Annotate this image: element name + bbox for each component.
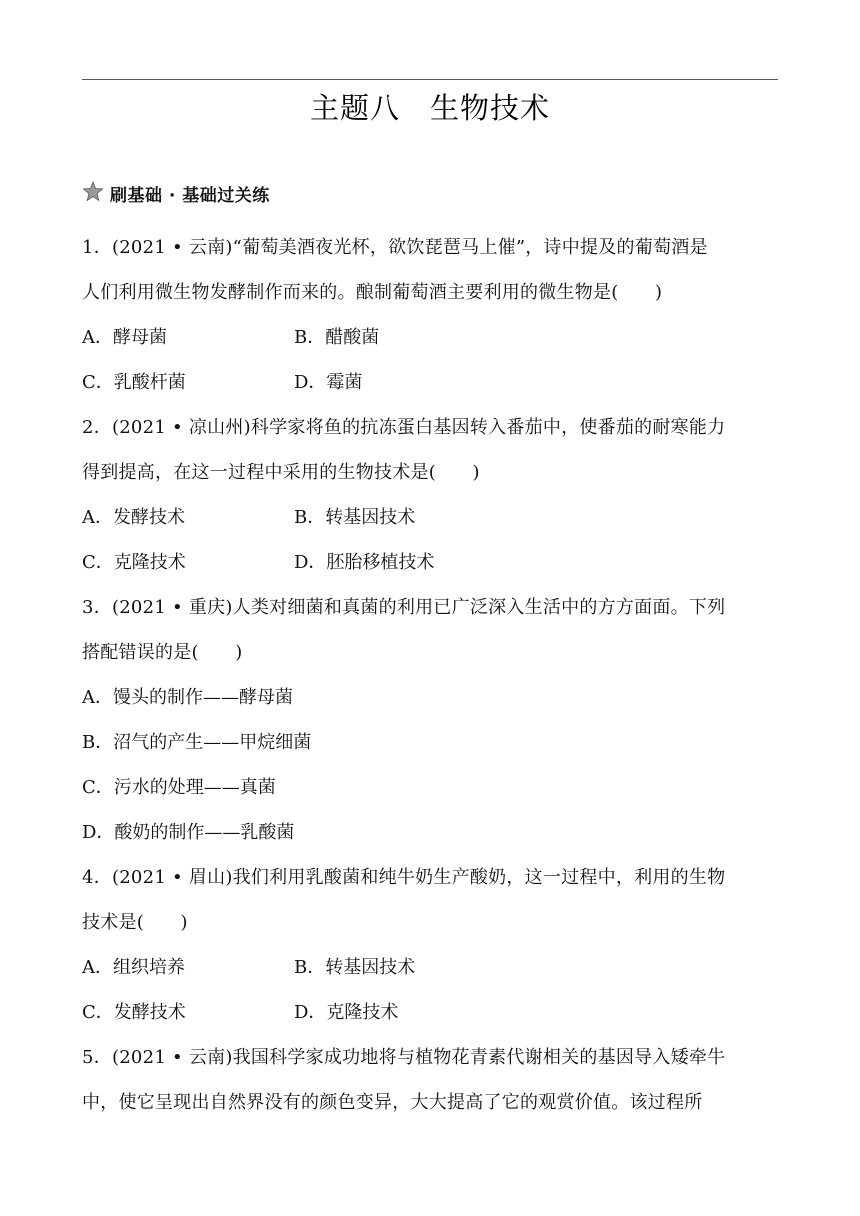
star-icon	[82, 178, 104, 208]
answer-option[interactable]: C．克隆技术	[82, 552, 186, 573]
option-row	[82, 540, 782, 585]
question-stem-line: 1．(2021 • 云南)“葡萄美酒夜光杯，欲饮琵琶马上催”，诗中提及的葡萄酒是	[82, 237, 708, 258]
section-title: 刷基础 · 基础过关练	[110, 185, 270, 206]
question-3	[82, 585, 782, 855]
header-rule	[82, 79, 778, 80]
option-row	[82, 720, 782, 765]
answer-option[interactable]: B．转基因技术	[294, 957, 416, 978]
question-stem-line: 3．(2021 • 重庆)人类对细菌和真菌的利用已广泛深入生活中的方方面面。下列	[82, 597, 726, 618]
option-row	[82, 315, 782, 360]
question-1	[82, 225, 782, 405]
answer-option[interactable]: D．霉菌	[294, 372, 363, 393]
answer-option[interactable]: C．污水的处理——真菌	[82, 777, 276, 798]
question-5	[82, 1035, 782, 1125]
answer-option[interactable]: B．转基因技术	[294, 507, 416, 528]
answer-option[interactable]: D．克隆技术	[294, 1002, 399, 1023]
answer-option[interactable]: C．发酵技术	[82, 1002, 186, 1023]
option-row	[82, 765, 782, 810]
page-title: 主题八 生物技术	[309, 91, 550, 125]
option-row	[82, 675, 782, 720]
question-2	[82, 405, 782, 585]
answer-option[interactable]: A．酵母菌	[82, 327, 167, 348]
question-stem-line: 2．(2021 • 凉山州)科学家将鱼的抗冻蛋白基因转入番茄中，使番茄的耐寒能力	[82, 417, 726, 438]
section-header	[82, 178, 270, 208]
answer-option[interactable]: D．胚胎移植技术	[294, 552, 435, 573]
question-list	[82, 225, 782, 1125]
option-row	[82, 990, 782, 1035]
question-stem-line: 得到提高，在这一过程中采用的生物技术是( )	[82, 462, 480, 483]
answer-option[interactable]: C．乳酸杆菌	[82, 372, 186, 393]
question-stem-line: 人们利用微生物发酵制作而来的。酿制葡萄酒主要利用的微生物是( )	[82, 282, 663, 303]
question-stem-line: 4．(2021 • 眉山)我们利用乳酸菌和纯牛奶生产酸奶，这一过程中，利用的生物	[82, 867, 726, 888]
question-stem-line: 5．(2021 • 云南)我国科学家成功地将与植物花青素代谢相关的基因导入矮牵牛	[82, 1047, 726, 1068]
option-row	[82, 810, 782, 855]
option-row	[82, 495, 782, 540]
question-4	[82, 855, 782, 1035]
answer-option[interactable]: A．发酵技术	[82, 507, 185, 528]
question-stem-line: 技术是( )	[82, 912, 188, 933]
answer-option[interactable]: A．馒头的制作——酵母菌	[82, 687, 293, 708]
option-row	[82, 945, 782, 990]
option-row	[82, 360, 782, 405]
question-stem-line: 搭配错误的是( )	[82, 642, 243, 663]
answer-option[interactable]: A．组织培养	[82, 957, 185, 978]
answer-option[interactable]: D．酸奶的制作——乳酸菌	[82, 822, 295, 843]
answer-option[interactable]: B．醋酸菌	[294, 327, 380, 348]
question-stem-line: 中，使它呈现出自然界没有的颜色变异，大大提高了它的观赏价值。该过程所	[82, 1092, 703, 1113]
answer-option[interactable]: B．沼气的产生——甲烷细菌	[82, 732, 312, 753]
